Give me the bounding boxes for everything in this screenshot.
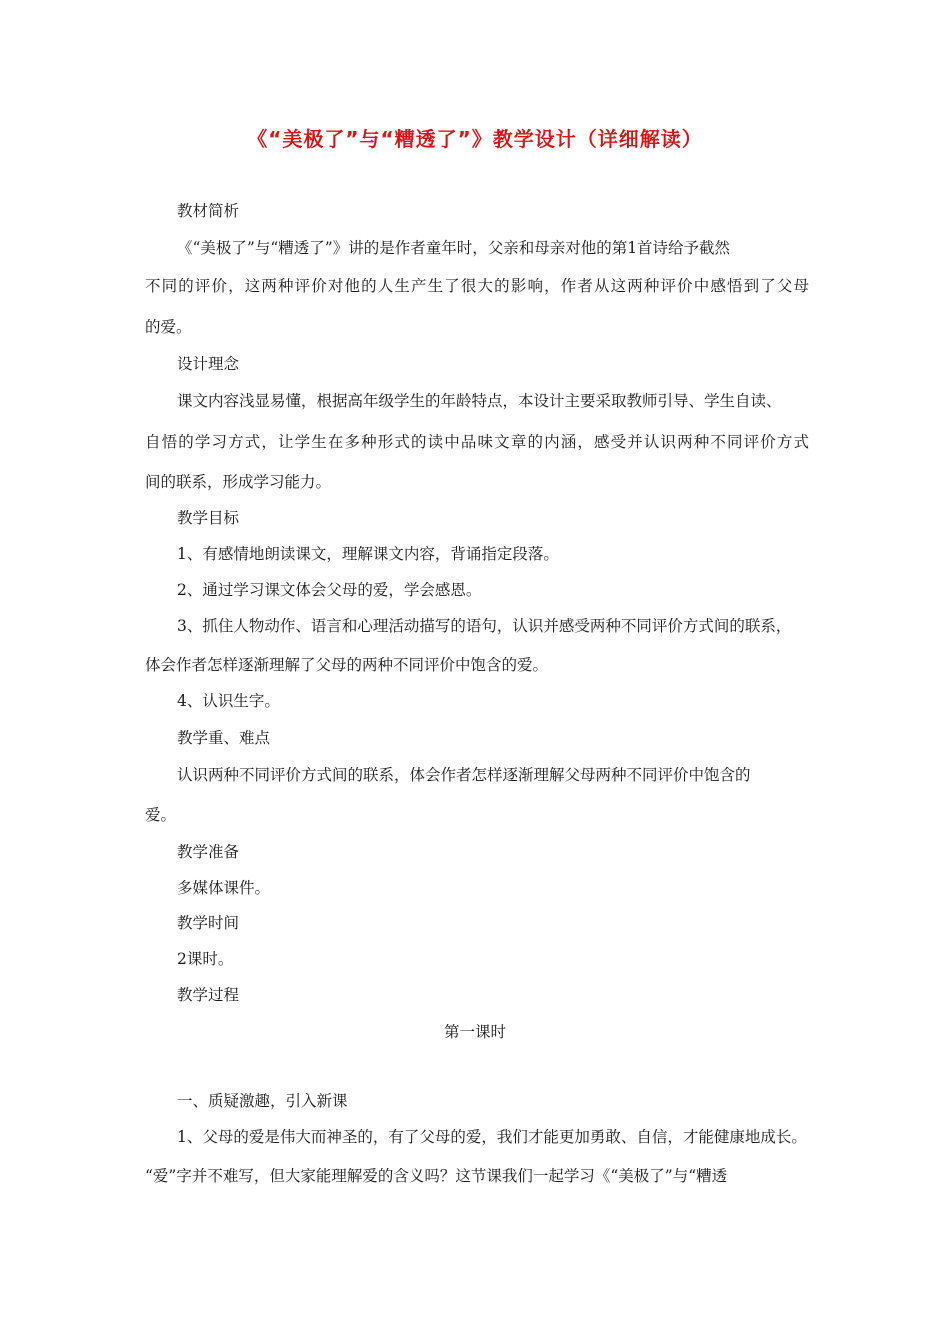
paragraph-line: 《“美极了”与“糟透了”》讲的是作者童年时，父亲和母亲对他的第1首诗给予截然 xyxy=(177,239,731,257)
section-heading-zhongnan: 教学重、难点 xyxy=(177,729,271,747)
section-heading-sheji: 设计理念 xyxy=(177,355,240,373)
section-heading-mubiao: 教学目标 xyxy=(177,509,240,527)
paragraph-line: 间的联系，形成学习能力。 xyxy=(145,473,332,491)
paragraph-line: 1、父母的爱是伟大而神圣的，有了父母的爱，我们才能更加勇敢、自信，才能健康地成长。 xyxy=(177,1128,807,1146)
list-item-continuation: 体会作者怎样逐渐理解了父母的两种不同评价中饱含的爱。 xyxy=(145,656,549,674)
paragraph-line: 多媒体课件。 xyxy=(177,879,271,897)
section-heading-shijian: 教学时间 xyxy=(177,914,240,932)
section-heading-zhunbei: 教学准备 xyxy=(177,843,240,861)
paragraph-line: “爱”字并不难写，但大家能理解爱的含义吗？这节课我们一起学习《“美极了”与“糟透 xyxy=(145,1167,728,1185)
section-heading-guocheng: 教学过程 xyxy=(177,986,240,1004)
section-heading-jiaocai: 教材简析 xyxy=(177,202,240,220)
paragraph-line: 的爱。 xyxy=(145,318,192,336)
paragraph-line: 认识两种不同评价方式间的联系，体会作者怎样逐渐理解父母两种不同评价中饱含的 xyxy=(177,766,751,784)
list-item: 3、抓住人物动作、语言和心理活动描写的语句，认识并感受两种不同评价方式间的联系， xyxy=(177,617,792,635)
document-title: 《“美极了”与“糟透了”》教学设计（详细解读） xyxy=(247,127,703,151)
lesson-heading: 第一课时 xyxy=(443,1023,506,1041)
list-item: 2、通过学习课文体会父母的爱，学会感恩。 xyxy=(177,581,482,599)
paragraph-line: 爱。 xyxy=(145,806,177,824)
step-heading: 一、质疑激趣，引入新课 xyxy=(177,1092,348,1110)
paragraph-line: 课文内容浅显易懂，根据高年级学生的年龄特点，本设计主要采取教师引导、学生自读、 xyxy=(177,392,782,410)
list-item: 1、有感情地朗读课文，理解课文内容，背诵指定段落。 xyxy=(177,545,559,563)
paragraph-line: 2课时。 xyxy=(177,950,234,968)
paragraph-line: 自悟的学习方式，让学生在多种形式的读中品味文章的内涵，感受并认识两种不同评价方式 xyxy=(145,433,809,451)
list-item: 4、认识生字。 xyxy=(177,692,280,710)
paragraph-line: 不同的评价，这两种评价对他的人生产生了很大的影响，作者从这两种评价中感悟到了父母 xyxy=(145,277,809,295)
